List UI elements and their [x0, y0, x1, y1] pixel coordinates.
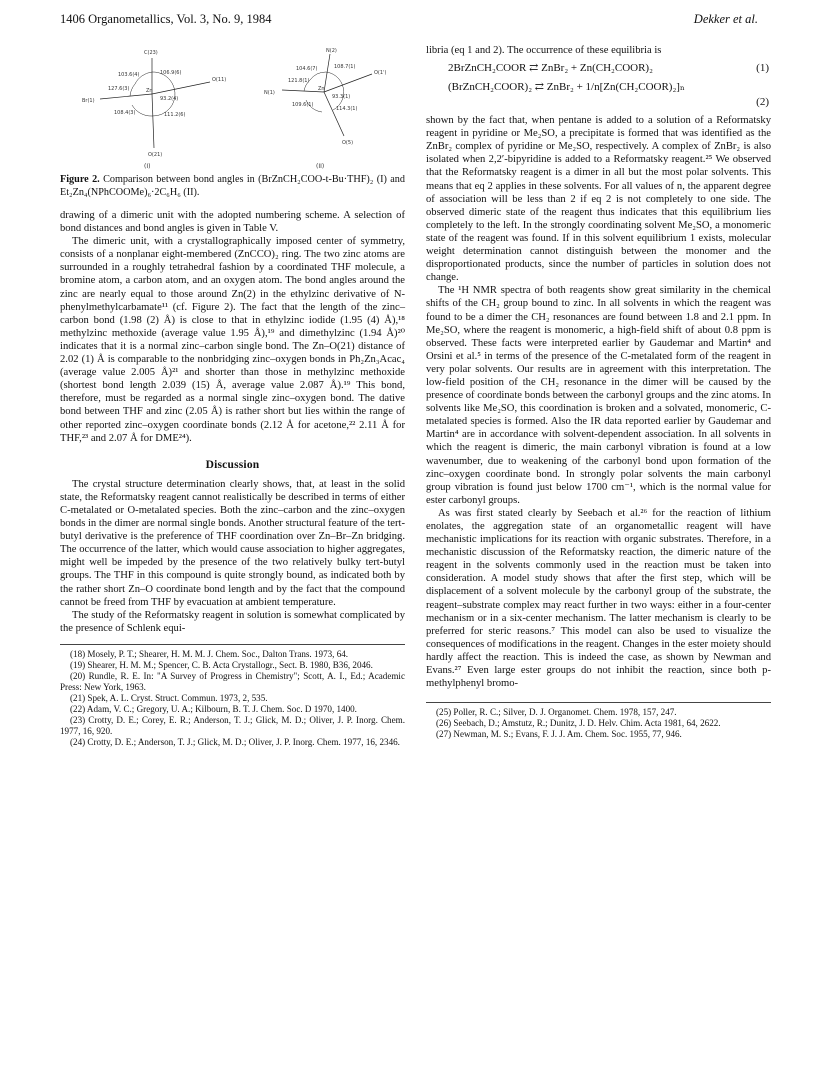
- panel-i-angle-top-right: 106.9(6): [160, 70, 182, 76]
- equation-1-body: 2BrZnCH₂COOR ⇄ ZnBr₂ + Zn(CH₂COOR)₂: [448, 62, 653, 75]
- left-column: [60, 44, 405, 748]
- right-paragraph-1: libria (eq 1 and 2). The occurrence of these equilibria is: [426, 45, 662, 56]
- panel-ii-drawing: [264, 48, 386, 170]
- panel-i-label-right: O(11): [212, 77, 227, 83]
- equation-2-number: (2): [756, 96, 769, 109]
- equation-1: [426, 61, 771, 76]
- figure-caption-text: Comparison between bond angles in (BrZnCH₂COO-t-Bu·THF)₂ (I) and Et₂Zn₄(NPhCOOMe)₆·2C₆H₆ (II).: [60, 174, 405, 198]
- reference-20: (20) Rundle, R. E. In: "A Survey of Progress in Chemistry"; Scott, A. I., Ed.; Academic Press: New York, 1963.: [60, 670, 405, 692]
- left-paragraph-2: The dimeric unit, with a crystallographically imposed center of symmetry, consists of a nonplanar eight-membered (ZnCCO)₂ ring. The two zinc atoms are surrounded in a roughly tetrahedral fashion by a coordinated THF molecule, a bromine atom, a carbon atom, and an oxygen atom. The bond angles around the zinc are nearly equal to those around Zn(2) in the ethylzinc derivative of N-phenylmethylcarbamate¹¹ (cf. Figure 2). The fact that the length of the zinc–carbon bond (1.98 (2) Å) is close to that in ethylzinc iodide (1.95 (4) Å),¹⁸ methylzinc methoxide (average value 1.95 Å),¹⁹ and dimethylzinc (1.94 Å)²⁰ indicates that it is a normal zinc–carbon single bond. The Zn–O(21) distance of 2.02 (1) Å is comparable to the nonbridging zinc–oxygen bonds in Ph₂Zn₃Acac₄ (average value 2.005 Å)²¹ and shorter than those in methylzinc methoxide (shortest bond length 2.039 (15) Å, average value 2.087 Å).¹⁹ This bond, therefore, must be regarded as a normal single zinc–oxygen bond. The dative bond between THF and zinc (2.05 Å) is rather short but lies within the range of other reported zinc–oxygen coordinate bonds (2.12 Å for acetone,²² 2.11 Å for THF,²³ and 2.07 Å for DME²⁴).: [60, 236, 405, 444]
- panel-ii-label-left: N(1): [264, 90, 275, 96]
- figure-2-drawing: [60, 44, 405, 172]
- reference-23: (23) Crotty, D. E.; Corey, E. R.; Anderson, T. J.; Glick, M. D.; Oliver, J. P. Inorg. Chem. 1977, 16, 920.: [60, 714, 405, 736]
- equation-2: [426, 80, 771, 95]
- panel-ii-angle-top-left: 104.6(7): [296, 66, 318, 72]
- reference-18: (18) Mosely, P. T.; Shearer, H. M. M. J. Chem. Soc., Dalton Trans. 1973, 64.: [70, 648, 349, 659]
- panel-i-label-left: Br(1): [82, 98, 95, 104]
- left-paragraph-1: drawing of a dimeric unit with the adopted numbering scheme. A selection of bond distances and bond angles is given in Table V.: [60, 210, 405, 235]
- panel-ii-angle-left: 121.8(1): [288, 78, 310, 84]
- right-paragraph-3: The ¹H NMR spectra of both reagents show great similarity in the chemical shifts of the CH₂ group bound to zinc. In all solvents in which the reagent was found to be a dimer the CH₂ resonances are found between 1.8 and 2.1 ppm. In Me₂SO, where the reagent is monomeric, a high-field shift of about 0.8 ppm is observed. These facts were interpreted earlier by Gaudemar and Martin⁴ and Orsini et al.⁵ in terms of the presence of the C-metalated form of the reagent in very polar solvents. Our results are in agreement with this interpretation. The low-field position of the CH₂ resonance in the dimer will be caused by the presence of coordinate bonds between the carbonyl groups and the zinc atoms. In solvents like Me₂SO, this coordination is broken and a solvated, monomeric, C-metalated species is formed. Also the IR data reported earlier by Gaudemar and Martin⁴ are in accordance with solvent-dependent association. In all solvents in which the reagent is dimeric, the main carbonyl vibration is found at a low wavenumber, due to weakening of the carbonyl bond upon formation of the zinc–oxygen coordinate bond. In strongly polar solvents the main carbonyl group vibration is found just below 1700 cm⁻¹, which is the normal value for ester carbonyl groups.: [426, 285, 771, 506]
- section-title-discussion: Discussion: [205, 458, 260, 471]
- reference-27: (27) Newman, M. S.; Evans, F. J. J. Am. Chem. Soc. 1955, 77, 946.: [436, 729, 682, 740]
- panel-ii-angle-bottom-right: 114.3(1): [336, 106, 358, 112]
- right-references: [426, 702, 771, 740]
- left-references: [60, 644, 405, 748]
- figure-caption: [60, 174, 405, 199]
- panel-i-label-bottom: O(21): [148, 152, 163, 158]
- right-paragraph-4: As was first stated clearly by Seebach et al.²⁶ for the reaction of lithium enolates, the aggregation state of an organometallic reagent will have mechanistic implications for its reaction with organic substrates. Therefore, in a mechanistic discussion of the Reformatsky reaction, the dimeric nature of the reagent in the solvents commonly used in the reaction must be taken into consideration. A model study shows that after the first step, which will be displacement of a solvent molecule by the carbonyl group of the substrate, the reagent–substrate complex may react further in two ways: either in a four-center mechanism or in a six-center mechanism. The latter mechanism is clearly to be preferred for steric reasons.⁷ This model can also be used to visualize the consequences of modifications in the reagent. Changes in the ester moiety should hardly affect the reaction. This is indeed the case, as shown by Newman and Evans.²⁷ Even large ester groups do not inhibit the reaction, since both p-methylphenyl bromo-: [426, 507, 771, 690]
- equation-1-number: (1): [756, 62, 769, 75]
- left-paragraph-4: The study of the Reformatsky reagent in solution is somewhat complicated by the presence of Schlenk equi-: [60, 609, 405, 634]
- panel-ii-angle-bottom-left: 109.6(1): [292, 102, 314, 108]
- figure-2: [60, 44, 405, 172]
- panel-ii-angle-inner-right: 93.3(1): [332, 94, 351, 100]
- panel-ii-label-right: O(1'): [374, 70, 387, 76]
- panel-ii-angle-top-right: 108.7(1): [334, 64, 356, 70]
- left-paragraph-3: The crystal structure determination clearly shows, that, at least in the solid state, the Reformatsky reagent cannot realistically be described in terms of either C-metalated or O-metalated species. Both the zinc–carbon and the zinc–oxygen bonds in the dimer are normal single bonds. Another structural feature of the tert-butyl derivative is the preference of THF coordination over Zn–Br–Zn bridging. The occurrence of the latter, which would cause association to higher aggregates, might well be impeded by the presence of the two relatively bulky tert-butyl groups. The THF in this compound is quite strongly bound, as indicated both by the rather short Zn–O coordinate bond length and by the fact that the compound cannot be freed from THF by evacuation at ambient temperature.: [60, 478, 405, 608]
- panel-ii-label-top: N(2): [326, 48, 337, 54]
- panel-i-angle-left: 127.6(3): [108, 86, 130, 92]
- reference-22: (22) Adam, V. C.; Gregory, U. A.; Kilbourn, B. T. J. Chem. Soc. D 1970, 1400.: [70, 703, 357, 714]
- reference-26: (26) Seebach, D.; Amstutz, R.; Dunitz, J. D. Helv. Chim. Acta 1981, 64, 2622.: [436, 718, 721, 729]
- reference-19: (19) Shearer, H. M. M.; Spencer, C. B. Acta Crystallogr., Sect. B. 1980, B36, 2046.: [70, 659, 373, 670]
- panel-ii-label-center: Zn: [318, 86, 325, 92]
- panel-i-id: (I): [144, 163, 151, 170]
- reference-21: (21) Spek, A. L. Cryst. Struct. Commun. 1973, 2, 535.: [70, 692, 268, 703]
- running-header-journal: 1406 Organometallics, Vol. 3, No. 9, 1984: [60, 12, 272, 26]
- panel-i-angle-top-left: 103.6(4): [118, 72, 140, 78]
- panel-ii-id: (II): [316, 163, 325, 170]
- panel-i-angle-bottom-right: 111.2(6): [164, 112, 186, 118]
- panel-i-label-top: C(23): [144, 50, 158, 56]
- panel-i-drawing: [82, 50, 226, 170]
- equation-2-body: (BrZnCH₂COOR)₂ ⇄ ZnBr₂ + 1/n[Zn(CH₂COOR)₂]ₙ: [448, 81, 685, 94]
- right-column: [426, 44, 771, 740]
- reference-24: (24) Crotty, D. E.; Anderson, T. J.; Glick, M. D.; Oliver, J. P. Inorg. Chem. 1977, 16, 2346.: [70, 736, 400, 747]
- equation-2-number-row: [426, 95, 771, 110]
- panel-i-label-center: Zn: [146, 88, 153, 94]
- panel-i-angle-bottom-left: 108.4(3): [114, 110, 136, 116]
- figure-caption-label: Figure 2.: [60, 174, 100, 185]
- panel-ii-label-bottom: O(5): [342, 140, 354, 146]
- running-header-authors: Dekker et al.: [693, 12, 758, 26]
- reference-25: (25) Poller, R. C.; Silver, D. J. Organomet. Chem. 1978, 157, 247.: [436, 707, 677, 718]
- right-paragraph-2: shown by the fact that, when pentane is added to a solution of a Reformatsky reagent in pyridine or Me₂SO, a precipitate is formed that was identified as the ZnBr₂ complex of pyridine or Me₂SO, respectively. A complex of ZnBr₂ is also isolated when 2,2′-bipyridine is added to a Reformatsky reagent.²⁵ We observed that the Reformatsky reagent is a dimer in all but the most polar solvents. This means that eq 2 applies in these solvents. For all values of n, the apparent degree of association will be less than 2 if eq 2 is not completely to one side. The observed dimeric state of the reagent thus indicates that this equilibrium lies completely to the left. In the strongly coordinating solvent Me₂SO, a monomeric state of the reagent was found. If in this solvent equilibrium 1 exists, molecular weight determination cannot distinguish between the monomer and the disproportionated products, since the number of particles in solution does not change.: [426, 115, 771, 284]
- panel-i-angle-inner-right: 93.2(4): [160, 96, 179, 102]
